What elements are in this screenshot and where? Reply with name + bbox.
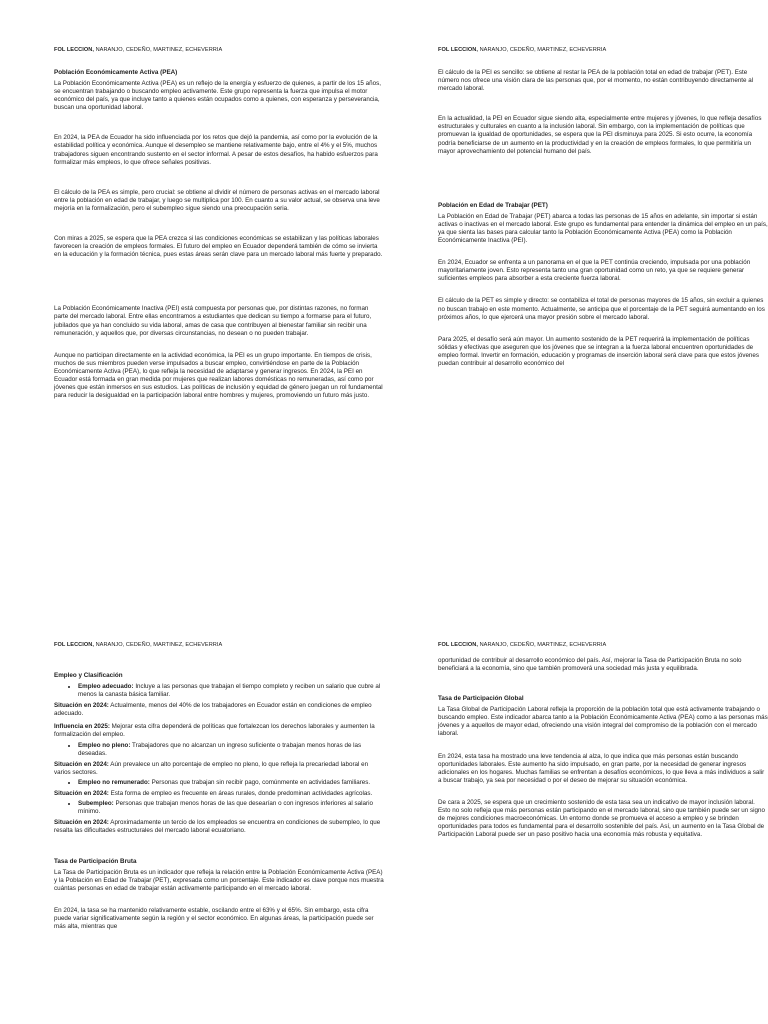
note-text: Actualmente, menos del 40% de los trabajadores en Ecuador están en condiciones de empleo adecuado. [54, 702, 372, 718]
note-paragraph [54, 761, 384, 777]
paragraph: En la actualidad, la PEI en Ecuador sigue siendo alta, especialmente entre mujeres y jóvenes, lo que refleja desafíos estructurales y culturales en cuanto a la inclusión laboral. Sin embargo, con la implementación de políticas que promuevan la igualdad de oportunidades, se espera que la PEI disminuya para 2025. Si esto ocurre, la economía podría beneficiarse de un aumento en la productividad y en la creación de empleos formales, lo que permitiría un mayor aprovechamiento del potencial humano del país. [438, 115, 762, 155]
note-lead: Situación en 2024: [54, 819, 109, 827]
bullet-list [54, 800, 384, 816]
paragraph: La Tasa de Participación Bruta es un indicador que refleja la relación entre la Población Económicamente Activa (PEA) y la Población en Edad de Trabajar (PET), expresada como un porcentaje. Este indicador es clave porque nos muestra cuántas personas en edad de trabajar están activamente participando en el mercado laboral. [54, 868, 384, 892]
list-item [78, 742, 384, 758]
item-text: Personas que trabajan sin recibir pago, comúnmente en actividades familiares. [149, 778, 371, 786]
list-item [78, 800, 384, 816]
item-lead: Subempleo: [78, 800, 114, 808]
header-label: FOL LECCION, [54, 47, 94, 53]
page-2 [438, 47, 768, 368]
item-lead: Empleo adecuado: [78, 683, 134, 690]
paragraph: La Población en Edad de Trabajar (PET) abarca a todas las personas de 15 años en adelante, sin importar si están activas o inactivas en el mercado laboral. Este grupo es fundamental para entender la dinámica del empleo en un país, ya que sienta las bases para calcular tanto la Población Económicamente Activa (PEA) como la Población Económicamente Inactiva (PEI). [438, 212, 768, 245]
header-label: FOL LECCION, [438, 642, 478, 648]
list-item [78, 779, 384, 787]
paragraph: En 2024, la tasa se ha mantenido relativamente estable, oscilando entre el 63% y el 65%. Sin embargo, esta cifra puede variar significativamente según la región y el sector económico. En algunas áreas, la participación puede ser más alta, mientras que [54, 906, 374, 930]
page-4 [438, 642, 768, 839]
header-authors: NARANJO, CEDEÑO, MARTINEZ, ECHEVERRIA [93, 642, 223, 648]
item-text: Personas que trabajan menos horas de las que desearían o con ingresos inferiores al salario mínimo. [78, 800, 373, 816]
paragraph: oportunidad de contribuir al desarrollo económico del país. Así, mejorar la Tasa de Participación Bruta no solo beneficiará a la economía, sino que también promoverá una sociedad más justa y equilibrada. [438, 657, 742, 673]
header-label: FOL LECCION, [438, 47, 478, 53]
header-authors: NARANJO, CEDEÑO, MARTINEZ, ECHEVERRIA [477, 47, 607, 53]
paragraph: La Población Económicamente Activa (PEA) es un reflejo de la energía y esfuerzo de quienes, a partir de los 15 años, se encuentran trabajando o buscando empleo activamente. Este grupo representa la fuerza que impulsa el motor económico del país, ya que incluye tanto a quienes están ocupados como a quienes, con esperanza y perseverancia, buscan una oportunidad laboral. [54, 80, 381, 112]
section-title-tasa-bruta: Tasa de Participación Bruta [54, 857, 137, 865]
note-lead: Situación en 2024: [54, 702, 109, 710]
note-paragraph [54, 723, 384, 739]
paragraph: Aunque no participan directamente en la actividad económica, la PEI es un grupo importante. En tiempos de crisis, muchos de sus miembros pueden verse impulsados a buscar empleo, convirtiéndose en parte de la Población Económicamente Activa (PEA), lo que refleja la necesidad de adaptarse y generar ingresos. En 2024, la PEI en Ecuador está formada en gran medida por mujeres que realizan labores domésticas no remuneradas, así como por jóvenes que están inmersos en sus estudios. Las políticas de inclusión y equidad de género juegan un rol fundamental para reducir la desigualdad en la participación laboral entre hombres y mujeres, promoviendo un futuro más justo. [54, 351, 383, 400]
paragraph: La Población Económicamente Inactiva (PEI) está compuesta por personas que, por distintas razones, no forman parte del mercado laboral. Entre ellas encontramos a estudiantes que dedican su tiempo a formarse para el futuro, jubilados que ya han concluido su vida laboral, amas de casa que contribuyen al bienestar familiar sin recibir una remuneración, y aquellos que, por diversas circunstancias, no desean o no pueden trabajar. [54, 305, 372, 337]
note-lead: Situación en 2024: [54, 790, 109, 798]
paragraph: Con miras a 2025, se espera que la PEA crezca si las condiciones económicas se estabilizan y las políticas laborales favorecen la creación de empleos formales. El futuro del empleo en Ecuador dependerá también de cómo se invierta en la educación y la formación técnica, pues estas áreas serán clave para un mercado laboral más fuerte y preparado. [54, 235, 383, 259]
paragraph: Para 2025, el desafío será aún mayor. Un aumento sostenido de la PET requerirá la implementación de políticas sólidas y efectivas que aseguren que los jóvenes que se integran a la fuerza laboral encuentren oportunidades de empleo formal. Invertir en formación, educación y programas de inserción laboral será clave para que estos jóvenes puedan contribuir al desarrollo económico del [438, 335, 759, 367]
section-title-empleo: Empleo y Clasificación [54, 672, 123, 679]
note-text: Mejorar esta cifra dependerá de políticas que fortalezcan los derechos laborales y aumenten la formalización del empleo. [54, 723, 375, 739]
note-paragraph [54, 819, 384, 835]
item-lead: Empleo no remunerado: [78, 778, 150, 786]
paragraph: El cálculo de la PET es simple y directo: se contabiliza el total de personas mayores de 15 años, sin excluir a quienes no buscan trabajo en este momento. Actualmente, se anticipa que el porcentaje de la PET seguirá aumentando en los próximos años, lo que ejercerá una mayor presión sobre el mercado laboral. [438, 297, 765, 321]
note-text: Esta forma de empleo es frecuente en áreas rurales, donde predominan actividades agrícolas. [108, 790, 373, 798]
page-3 [54, 642, 384, 931]
bullet-list [54, 683, 384, 699]
paragraph: En 2024, la PEA de Ecuador ha sido influenciada por los retos que dejó la pandemia, así como por la evolución de la estabilidad política y económica. Aunque el desempleo se mantiene relativamente bajo, entre el 4% y el 5%, muchos trabajadores siguen encontrando sustento en el sector informal. A pesar de estos desafíos, ha habido esfuerzos para formalizar más empleos, lo que ofrece señales positivas. [54, 134, 378, 166]
paragraph: El cálculo de la PEA es simple, pero crucial: se obtiene al dividir el número de personas activas en el mercado laboral entre la población en edad de trabajar, y luego se multiplica por 100. En cuanto a su valor actual, se observa una leve mejoría en la formalización, pero el subempleo sigue siendo una preocupación seria. [54, 188, 380, 212]
running-header [438, 47, 768, 54]
running-header [438, 642, 768, 649]
header-authors: NARANJO, CEDEÑO, MARTINEZ, ECHEVERRIA [93, 47, 223, 53]
running-header [54, 47, 384, 54]
section-title-pea: Población Económicamente Activa (PEA) [54, 69, 178, 76]
running-header [54, 642, 384, 649]
item-text: Incluye a las personas que trabajan el tiempo completo y reciben un salario que cubre al menos la canasta básica familiar. [78, 683, 381, 699]
list-item [78, 683, 384, 699]
header-authors: NARANJO, CEDEÑO, MARTINEZ, ECHEVERRIA [477, 642, 607, 648]
paragraph: En 2024, esta tasa ha mostrado una leve tendencia al alza, lo que indica que más personas están buscando oportunidades laborales. Este aumento ha sido impulsado, en gran parte, por la necesidad de generar ingresos adicionales en los hogares. Muchas familias se enfrentan a desafíos económicos, lo que lleva a más individuos a salir a buscar trabajo, ya sea por necesidad o por el deseo de mejorar su situación económica. [438, 752, 765, 784]
bullet-list [54, 779, 384, 787]
item-text: Trabajadores que no alcanzan un ingreso suficiente o trabajan menos horas de las deseadas. [78, 741, 362, 757]
note-text: Aún prevalece un alto porcentaje de empleo no pleno, lo que refleja la precariedad laboral en varios sectores. [54, 760, 369, 776]
page-1 [54, 47, 384, 400]
note-text: Aproximadamente un tercio de los empleados se encuentra en condiciones de subempleo, lo que resalta las dificultades estructurales del mercado laboral ecuatoriano. [54, 819, 381, 835]
section-title-pet: Población en Edad de Trabajar (PET) [438, 201, 548, 209]
note-lead: Influencia en 2025: [54, 723, 110, 731]
item-lead: Empleo no pleno: [78, 741, 131, 749]
header-label: FOL LECCION, [54, 642, 94, 648]
paragraph: El cálculo de la PEI es sencillo: se obtiene al restar la PEA de la población total en edad de trabajar (PET). Este número nos ofrece una visión clara de las personas que, por el momento, no están contribuyendo directamente al mercado laboral. [438, 69, 754, 93]
paragraph: De cara a 2025, se espera que un crecimiento sostenido de esta tasa sea un indicativo de mayor inclusión laboral. Esto no solo refleja que más personas están participando en el mercado laboral, sino que también puede ser un signo de mejores condiciones macroeconómicas. Un entorno donde se promueva el acceso a empleo y se brinden oportunidades para todos es fundamental para el desarrollo sostenible del país. Así, un aumento en la Tasa Global de Participación Laboral puede ser un paso positivo hacia una economía más robusta y equitativa. [438, 798, 765, 839]
note-paragraph [54, 790, 384, 798]
note-paragraph [54, 702, 384, 718]
bullet-list [54, 742, 384, 758]
note-lead: Situación en 2024: [54, 760, 109, 768]
paragraph: La Tasa Global de Participación Laboral refleja la proporción de la población total que está activamente trabajando o buscando empleo. Este indicador abarca tanto a la Población Económicamente Activa (PEA) como a las personas más jóvenes y a aquellos de mayor edad, ofreciendo una visión integral del compromiso de la población con el mercado laboral. [438, 706, 768, 738]
paragraph: En 2024, Ecuador se enfrenta a un panorama en el que la PET continúa creciendo, impulsada por una población mayoritariamente joven. Esto representa tanto una gran oportunidad como un reto, ya que se requiere generar suficientes empleos para absorber a esta creciente fuerza laboral. [438, 259, 751, 283]
section-title-tasa-global: Tasa de Participación Global [438, 695, 524, 703]
